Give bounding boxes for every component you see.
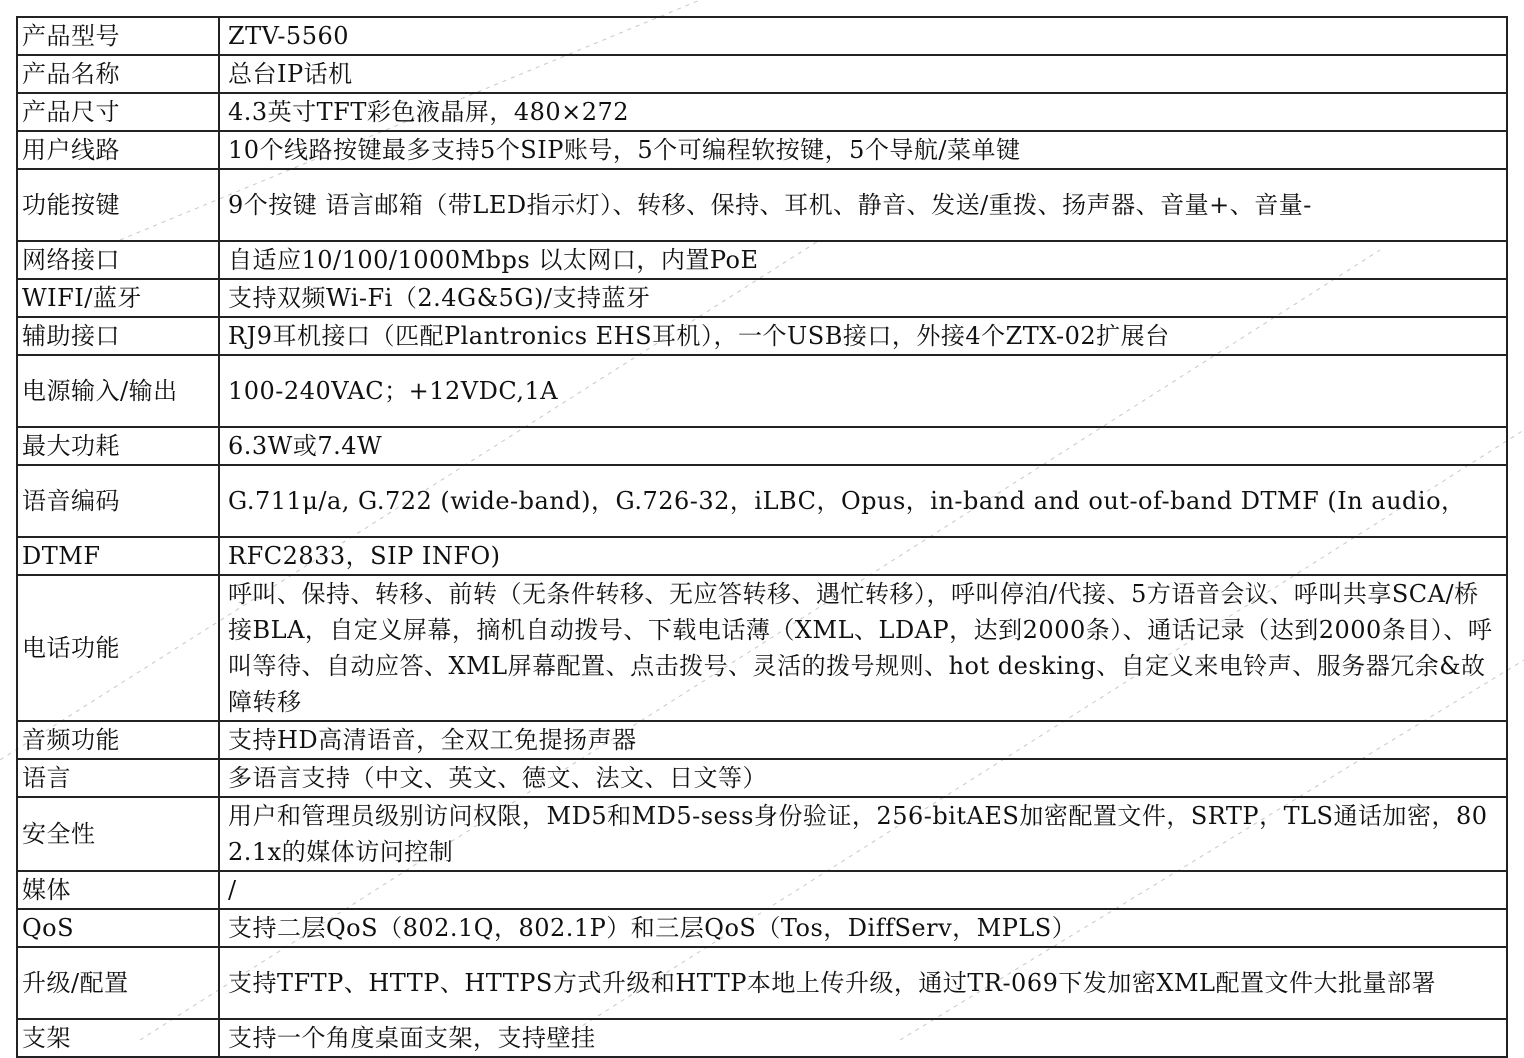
table-row: [17, 871, 1507, 909]
table-row: [17, 947, 1507, 1019]
table-row: [17, 721, 1507, 759]
row-value: 支持二层QoS（802.1Q，802.1P）和三层QoS（Tos，DiffServ，MPLS）: [219, 909, 1507, 947]
spec-table: [16, 16, 1508, 1058]
table-row: [17, 465, 1507, 537]
table-row: [17, 575, 1507, 721]
table-row: [17, 759, 1507, 797]
row-label: 电话功能: [17, 575, 219, 721]
row-value: 支持一个角度桌面支架，支持壁挂: [219, 1019, 1507, 1057]
row-label: QoS: [17, 909, 219, 947]
row-label: 支架: [17, 1019, 219, 1057]
table-row: [17, 1019, 1507, 1057]
row-value: /: [219, 871, 1507, 909]
table-row: [17, 355, 1507, 427]
row-value: 支持双频Wi-Fi（2.4G&5G)/支持蓝牙: [219, 279, 1507, 317]
table-row: [17, 909, 1507, 947]
row-label: 最大功耗: [17, 427, 219, 465]
row-label: 功能按键: [17, 169, 219, 241]
row-value: 多语言支持（中文、英文、德文、法文、日文等）: [219, 759, 1507, 797]
table-row: [17, 241, 1507, 279]
row-value: 支持TFTP、HTTP、HTTPS方式升级和HTTP本地上传升级，通过TR-069下发加密XML配置文件大批量部署: [219, 947, 1507, 1019]
row-value: 总台IP话机: [219, 55, 1507, 93]
row-label: 辅助接口: [17, 317, 219, 355]
row-value: 自适应10/100/1000Mbps 以太网口，内置PoE: [219, 241, 1507, 279]
row-label: 网络接口: [17, 241, 219, 279]
row-value: G.711μ/a, G.722 (wide-band)，G.726-32，iLBC，Opus，in-band and out-of-band DTMF (In audio，: [219, 465, 1507, 537]
row-value: 10个线路按键最多支持5个SIP账号，5个可编程软按键，5个导航/菜单键: [219, 131, 1507, 169]
row-label: 产品尺寸: [17, 93, 219, 131]
row-label: DTMF: [17, 537, 219, 575]
row-value: 用户和管理员级别访问权限，MD5和MD5-sess身份验证，256-bitAES加密配置文件，SRTP，TLS通话加密，802.1x的媒体访问控制: [219, 797, 1507, 871]
row-value: 100-240VAC；+12VDC,1A: [219, 355, 1507, 427]
spec-table-body: [17, 17, 1507, 1057]
table-row: [17, 131, 1507, 169]
row-label: 电源输入/输出: [17, 355, 219, 427]
row-label: 语言: [17, 759, 219, 797]
row-label: 语音编码: [17, 465, 219, 537]
row-value: 9个按键 语言邮箱（带LED指示灯）、转移、保持、耳机、静音、发送/重拨、扬声器、音量+、音量-: [219, 169, 1507, 241]
row-value: 支持HD高清语音，全双工免提扬声器: [219, 721, 1507, 759]
row-value: RFC2833，SIP INFO): [219, 537, 1507, 575]
row-value: 4.3英寸TFT彩色液晶屏，480×272: [219, 93, 1507, 131]
table-row: [17, 317, 1507, 355]
table-row: [17, 55, 1507, 93]
table-row: [17, 797, 1507, 871]
row-label: 媒体: [17, 871, 219, 909]
row-label: 音频功能: [17, 721, 219, 759]
table-row: [17, 279, 1507, 317]
row-label: 用户线路: [17, 131, 219, 169]
table-row: [17, 427, 1507, 465]
row-value: ZTV-5560: [219, 17, 1507, 55]
table-row: [17, 537, 1507, 575]
table-row: [17, 17, 1507, 55]
row-label: WIFI/蓝牙: [17, 279, 219, 317]
row-value: 6.3W或7.4W: [219, 427, 1507, 465]
row-label: 安全性: [17, 797, 219, 871]
row-label: 产品名称: [17, 55, 219, 93]
row-label: 升级/配置: [17, 947, 219, 1019]
row-value: RJ9耳机接口（匹配Plantronics EHS耳机），一个USB接口，外接4个ZTX-02扩展台: [219, 317, 1507, 355]
row-label: 产品型号: [17, 17, 219, 55]
table-row: [17, 93, 1507, 131]
row-value: 呼叫、保持、转移、前转（无条件转移、无应答转移、遇忙转移），呼叫停泊/代接、5方语音会议、呼叫共享SCA/桥接BLA，自定义屏幕，摘机自动拨号、下载电话薄（XML、LDAP，达到2000条）、通话记录（达到2000条目）、呼叫等待、自动应答、XML屏幕配置、点击拨号、灵活的拨号规则、hot desking、自定义来电铃声、服务器冗余&故障转移: [219, 575, 1507, 721]
table-row: [17, 169, 1507, 241]
